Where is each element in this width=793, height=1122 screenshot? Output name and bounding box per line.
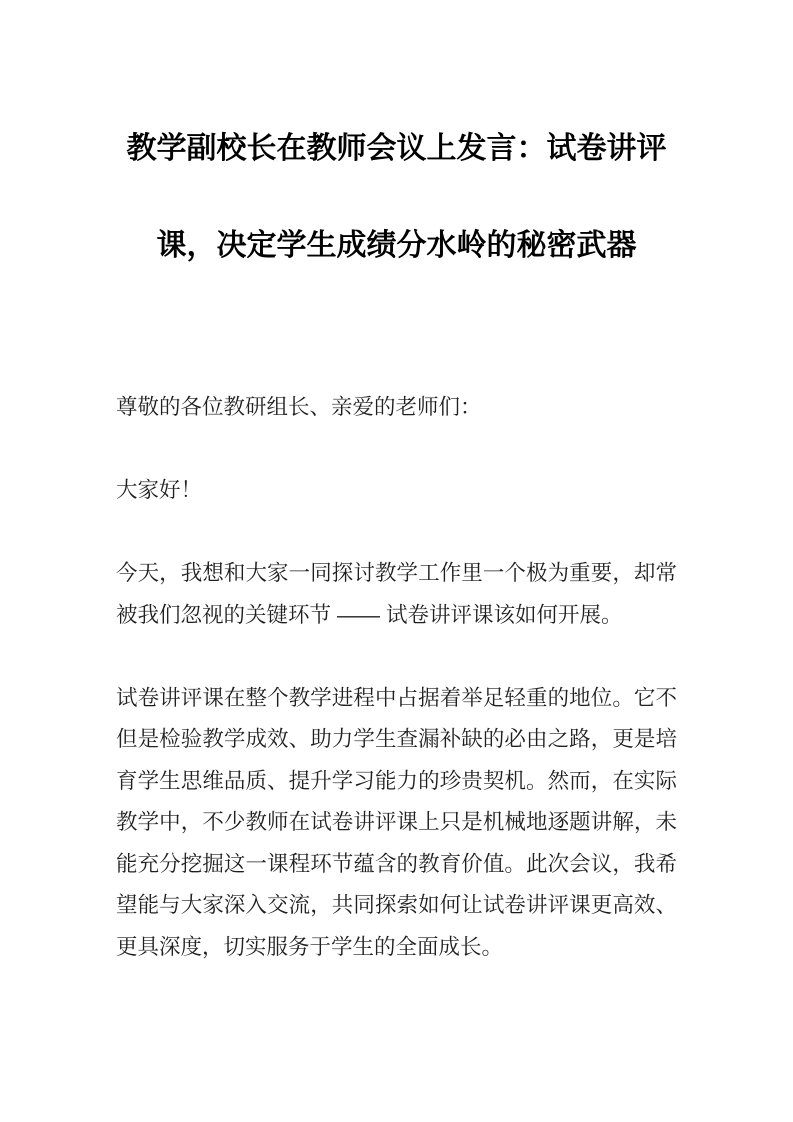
title-line-1: 教学副校长在教师会议上发言：试卷讲评 bbox=[126, 132, 667, 165]
document-title bbox=[0, 100, 793, 294]
paragraph-intro: 今天，我想和大家一同探讨教学工作里一个极为重要，却常被我们忽视的关键环节 —— 试卷讲评课该如何开展。 bbox=[116, 561, 677, 627]
paragraph-greeting: 大家好！ bbox=[116, 478, 203, 502]
paragraph-salutation: 尊敬的各位教研组长、亲爱的老师们： bbox=[116, 395, 482, 419]
paragraph-main: 试卷讲评课在整个教学进程中占据着举足轻重的地位。它不但是检验教学成效、助力学生查漏补缺的必由之路，更是培育学生思维品质、提升学习能力的珍贵契机。然而，在实际教学中，不少教师在试卷讲评课上只是机械地逐题讲解，未能充分挖掘这一课程环节蕴含的教育价值。此次会议，我希望能与大家深入交流，共同探索如何让试卷讲评课更高效、更具深度，切实服务于学生的全面成长。 bbox=[116, 685, 677, 959]
document-body bbox=[116, 387, 677, 1010]
title-line-2: 课，决定学生成绩分水岭的秘密武器 bbox=[156, 229, 637, 262]
